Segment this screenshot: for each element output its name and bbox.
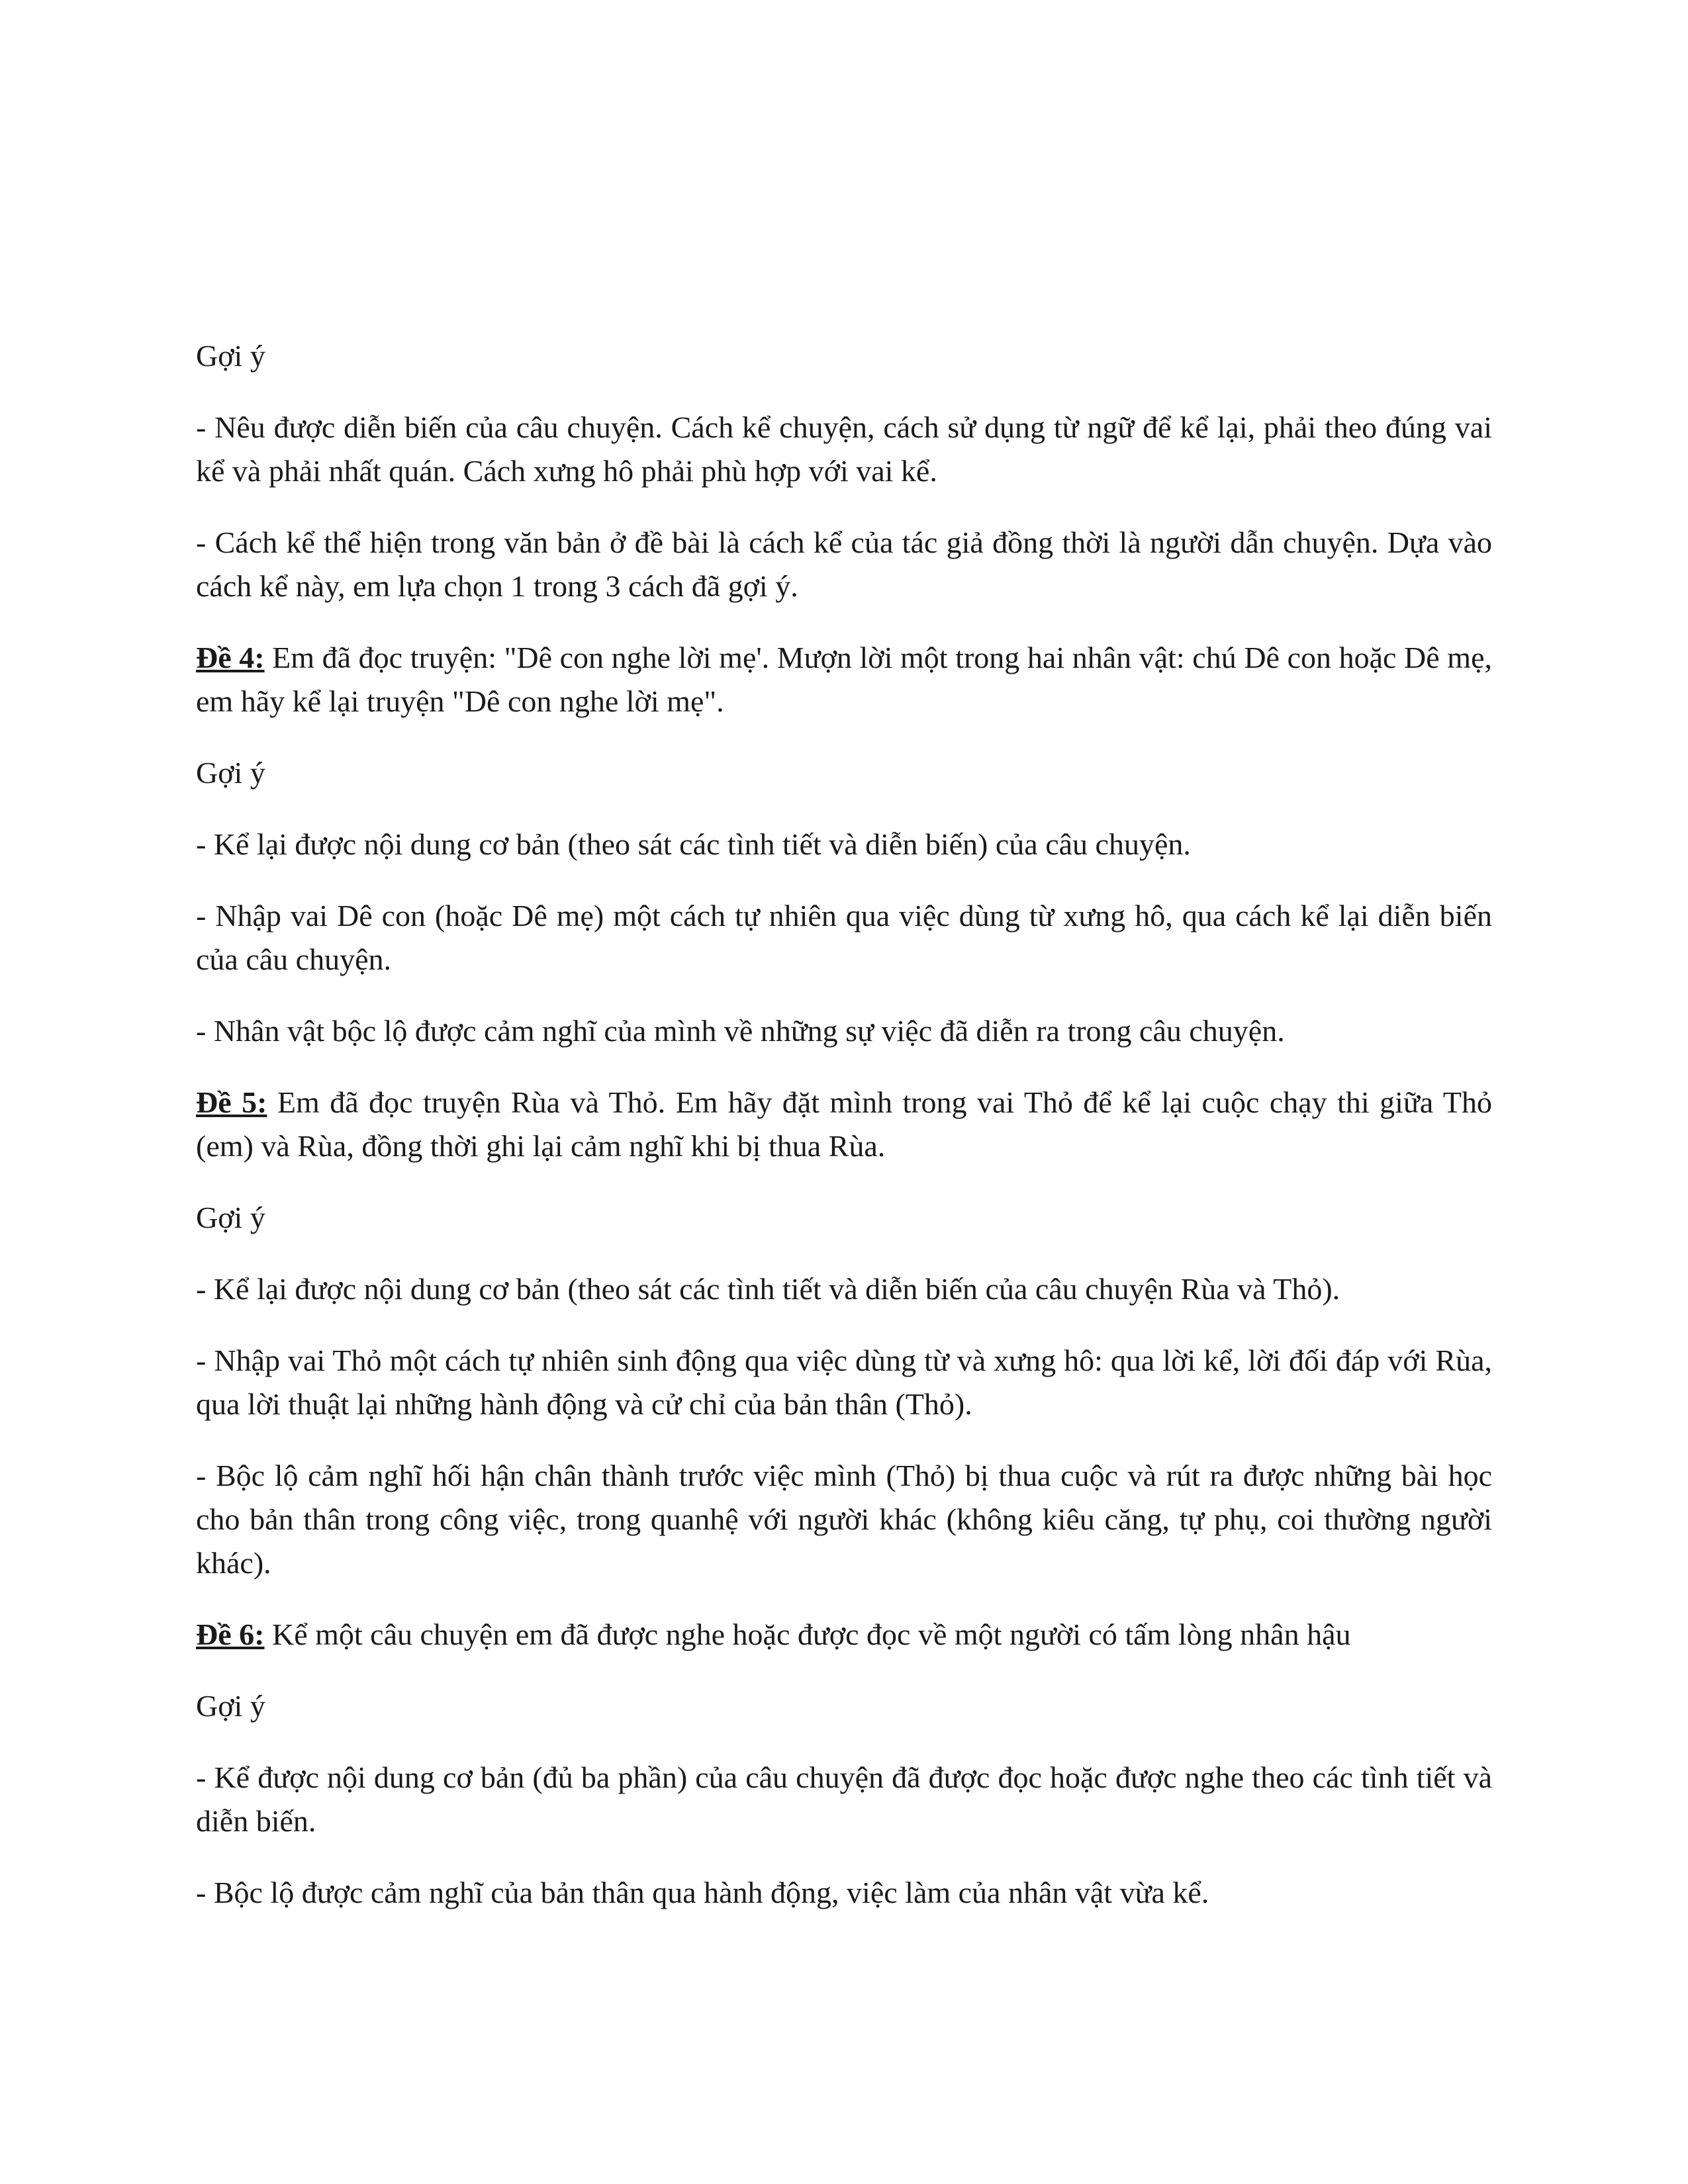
- hint-heading: Gợi ý: [196, 339, 265, 373]
- topic-label: Đề 5:: [196, 1085, 267, 1119]
- topic-4-paragraph: Đề 4: Em đã đọc truyện: "Dê con nghe lời mẹ'. Mượn lời một trong hai nhân vật: chú Dê con hoặc Dê mẹ, em hãy kể lại truyện "Dê con nghe lời mẹ".: [196, 641, 1492, 718]
- topic-6-paragraph: Đề 6: Kể một câu chuyện em đã được nghe hoặc được đọc về một người có tấm lòng nhân hậu: [196, 1617, 1351, 1651]
- hint-bullet: - Nhập vai Thỏ một cách tự nhiên sinh động qua việc dùng từ và xưng hô: qua lời kể, lời đối đáp với Rùa, qua lời thuật lại những hành động và cử chỉ của bản thân (Thỏ).: [196, 1343, 1492, 1421]
- hint-bullet: - Cách kể thể hiện trong văn bản ở đề bài là cách kể của tác giả đồng thời là người dẫn chuyện. Dựa vào cách kể này, em lựa chọn 1 trong 3 cách đã gợi ý.: [196, 525, 1492, 603]
- hint-bullet: - Bộc lộ được cảm nghĩ của bản thân qua hành động, việc làm của nhân vật vừa kể.: [196, 1876, 1209, 1909]
- hint-heading: Gợi ý: [196, 1689, 265, 1723]
- hint-bullet: - Nhân vật bộc lộ được cảm nghĩ của mình về những sự việc đã diễn ra trong câu chuyện.: [196, 1014, 1285, 1048]
- hint-bullet: - Kể được nội dung cơ bản (đủ ba phần) của câu chuyện đã được đọc hoặc được nghe theo các tình tiết và diễn biến.: [196, 1760, 1492, 1838]
- hint-bullet: - Kể lại được nội dung cơ bản (theo sát các tình tiết và diễn biến) của câu chuyện.: [196, 827, 1191, 861]
- topic-5-paragraph: Đề 5: Em đã đọc truyện Rùa và Thỏ. Em hãy đặt mình trong vai Thỏ để kể lại cuộc chạy thi giữa Thỏ (em) và Rùa, đồng thời ghi lại cảm nghĩ khi bị thua Rùa.: [196, 1085, 1492, 1163]
- hint-bullet: - Nhập vai Dê con (hoặc Dê mẹ) một cách tự nhiên qua việc dùng từ xưng hô, qua cách kể lại diễn biến của câu chuyện.: [196, 899, 1492, 976]
- hint-heading: Gợi ý: [196, 1201, 265, 1234]
- document-body: [196, 334, 1492, 1942]
- topic-label: Đề 6:: [196, 1617, 265, 1651]
- hint-heading: Gợi ý: [196, 756, 265, 790]
- hint-bullet: - Nêu được diễn biến của câu chuyện. Cách kể chuyện, cách sử dụng từ ngữ để kể lại, phải theo đúng vai kể và phải nhất quán. Cách xưng hô phải phù hợp với vai kể.: [196, 410, 1492, 488]
- hint-bullet: - Bộc lộ cảm nghĩ hối hận chân thành trước việc mình (Thỏ) bị thua cuộc và rút ra được những bài học cho bản thân trong công việc, trong quanhệ với người khác (không kiêu căng, tự phụ, coi thường người khác).: [196, 1459, 1492, 1580]
- topic-label: Đề 4:: [196, 641, 265, 674]
- hint-bullet: - Kể lại được nội dung cơ bản (theo sát các tình tiết và diễn biến của câu chuyện Rùa và Thỏ).: [196, 1272, 1340, 1306]
